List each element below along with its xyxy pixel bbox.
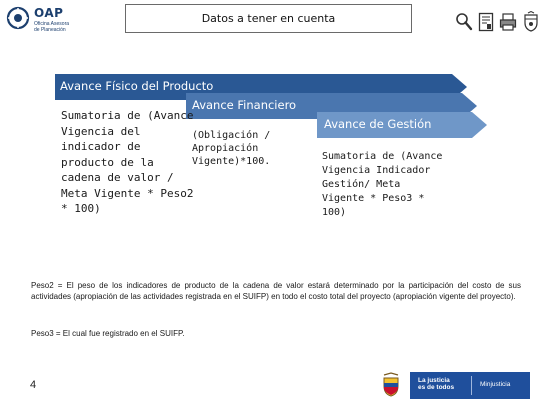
note-peso3: Peso3 = El cual fue registrado en el SUIFP. [31, 329, 185, 338]
gestion-line: 100) [322, 207, 347, 218]
gestion-formula [322, 150, 442, 220]
gestion-line: Gestión/ Meta [322, 179, 401, 190]
gov-slogan-line: La justicia [418, 377, 450, 384]
gestion-line: Sumatoria de (Avance [322, 151, 443, 162]
producto-line: Sumatoria de (Avance [61, 109, 194, 122]
gov-slogan [418, 377, 454, 391]
footer-logos [380, 372, 535, 400]
financiero-line: (Obligación / [192, 130, 271, 141]
colombia-crest-icon [380, 372, 402, 398]
producto-line: indicador de [61, 140, 141, 153]
oap-logo-subtitle: Oficina Asesora de Planeación [34, 21, 70, 33]
label-gestion: Avance de Gestión [324, 117, 432, 131]
gestion-line: Vigente * Peso3 * [322, 193, 425, 204]
label-producto: Avance Físico del Producto [60, 79, 214, 93]
page-number: 4 [30, 379, 37, 391]
note-peso2: Peso2 = El peso de los indicadores de producto de la cadena de valor estará determinado por la participación del costo de sus actividades (apropiación de las actividades registrada en el SUIFP) en todo el costo total del proyecto (apropiación vigente del proyecto). [31, 281, 521, 301]
banner-divider [471, 376, 472, 395]
oap-logo-name: OAP [34, 6, 64, 20]
gov-slogan-line: es de todos [418, 384, 455, 391]
financiero-formula [192, 129, 270, 168]
producto-line: Vigencia del [61, 124, 141, 138]
producto-line: cadena de valor / [61, 171, 174, 184]
producto-line: producto de la [61, 155, 154, 169]
gestion-line: Vigencia Indicador [322, 165, 431, 176]
slide-title: Datos a tener en cuenta [201, 12, 336, 25]
producto-line: * 100) [61, 202, 101, 215]
producto-line: Meta Vigente * Peso2 [61, 186, 194, 200]
ministry-name: Minjusticia [480, 381, 511, 388]
minjusticia-banner [410, 372, 530, 399]
label-financiero: Avance Financiero [192, 98, 297, 112]
producto-formula [61, 108, 193, 217]
financiero-line: Apropiación [192, 143, 259, 154]
financiero-line: Vigente)*100. [192, 156, 271, 167]
